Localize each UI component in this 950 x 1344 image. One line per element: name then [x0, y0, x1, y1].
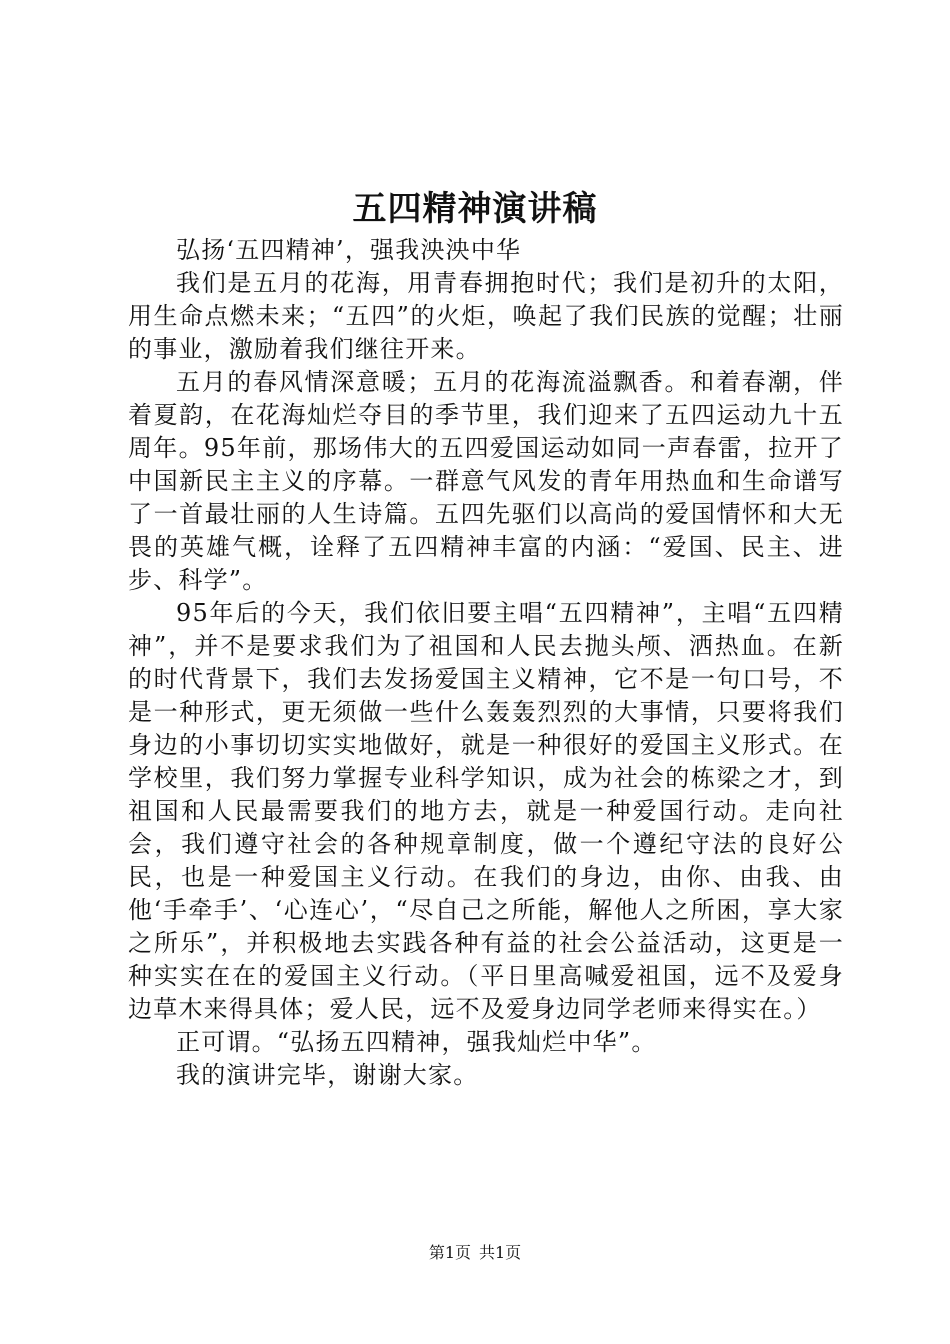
body-paragraph: 95年后的今天，我们依旧要主唱“五四精神”，主唱“五四精神”，并不是要求我们为了祖国和人民去抛头颅、洒热血。在新的时代背景下，我们去发扬爱国主义精神，它不是一句口号，不是一种形式，更无须做一些什么轰轰烈烈的大事情，只要将我们身边的小事切切实实地做好，就是一种很好的爱国主义形式。在学校里，我们努力掌握专业科学知识，成为社会的栋梁之才，到祖国和人民最需要我们的地方去，就是一种爱国行动。走向社会，我们遵守社会的各种规章制度，做一个遵纪守法的良好公民，也是一种爱国主义行动。在我们的身边，由你、由我、由他‘手牵手’、‘心连心’，“尽自己之所能，解他人之所困，享大家之所乐”，并积极地去实践各种有益的社会公益活动，这更是一种实实在在的爱国主义行动。（平日里高喊爱祖国，远不及爱身边草木来得具体；爱人民，远不及爱身边同学老师来得实在。）	[128, 599, 844, 1023]
page-number: 第1页	[428, 1243, 471, 1262]
subtitle-paragraph: 弘扬‘五四精神’，强我泱泱中华	[176, 236, 522, 264]
body-paragraph: 五月的春风情深意暖；五月的花海流溢飘香。和着春潮，伴着夏韵，在花海灿烂夺目的季节里，我们迎来了五四运动九十五周年。95年前，那场伟大的五四爱国运动如同一声春雷，拉开了中国新民主主义的序幕。一群意气风发的青年用热血和生命谱写了一首最壮丽的人生诗篇。五四先驱们以高尚的爱国情怀和大无畏的英雄气概，诠释了五四精神丰富的内涵：“爱国、民主、进步、科学”。	[128, 368, 844, 594]
body-paragraph: 正可谓。“弘扬五四精神，强我灿烂中华”。	[176, 1028, 657, 1056]
page-footer	[0, 1242, 950, 1264]
body-paragraph: 我们是五月的花海，用青春拥抱时代；我们是初升的太阳，用生命点燃未来；“五四”的火炬，唤起了我们民族的觉醒；壮丽的事业，激励着我们继往开来。	[128, 269, 844, 363]
page-total: 共1页	[479, 1243, 522, 1262]
closing-paragraph: 我的演讲完毕，谢谢大家。	[176, 1061, 479, 1089]
document-body	[128, 234, 844, 1092]
document-title: 五四精神演讲稿	[352, 189, 598, 229]
